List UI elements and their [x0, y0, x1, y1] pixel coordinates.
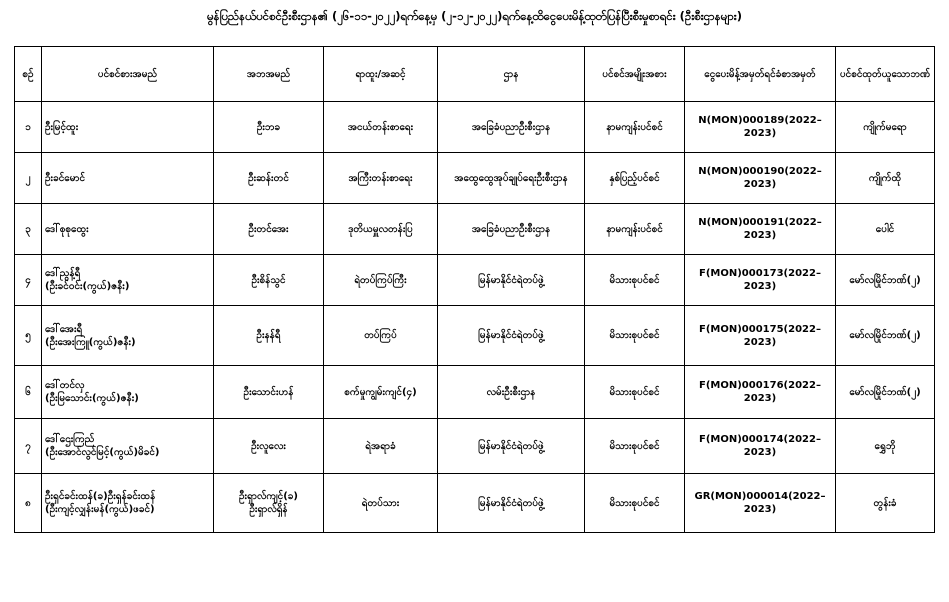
- cell-father: ဦးရှာလ်ကျင့်(ခ) ဦးရှာလ်ရှိန်: [214, 474, 324, 533]
- cell-name: ဒေါ်အေးရီ (ဦးအေးကြူ(ကွယ်)ဇနီး): [42, 306, 214, 366]
- cell-no: ၂: [15, 153, 42, 204]
- cell-name: ဦးရှင်ခင်းထန်(ခ)ဦးရှန်ခင်းထန် (ဦးကျင့်လျှန်းမန်(ကွယ်)ဖခင်): [42, 474, 214, 533]
- cell-type: မိသားစုပင်စင်: [585, 419, 685, 474]
- cell-father: ဦးနန်ရီ: [214, 306, 324, 366]
- table-row: [15, 474, 935, 533]
- cell-name: ဒေါ်တင်လှ (ဦးမြသောင်း(ကွယ်)ဇနီး): [42, 366, 214, 419]
- cell-order: GR(MON)000014(2022–2023): [685, 474, 836, 533]
- cell-no: ၆: [15, 366, 42, 419]
- table-row: [15, 366, 935, 419]
- document-title: မွန်ပြည်နယ်ပင်စင်ဦးစီးဌာန၏ (၂၆-၁၁-၂၀၂၂)ရက်နေ့မှ (၂-၁၂-၂၀၂၂)ရက်နေ့ထိငွေပေးမိန့်ထုတ်ပြန်ပြီးစီးမှုစာရင်း (ဦးစီးဌာနများ): [207, 9, 742, 23]
- cell-no: ၈: [15, 474, 42, 533]
- table-row: [15, 419, 935, 474]
- cell-bank: တွန်းခံ: [836, 474, 935, 533]
- cell-order: F(MON)000175(2022–2023): [685, 306, 836, 366]
- header-name: ပင်စင်စားအမည်: [42, 47, 214, 102]
- cell-type: မိသားစုပင်စင်: [585, 306, 685, 366]
- cell-type: မိသားစုပင်စင်: [585, 366, 685, 419]
- header-rank: ရာထူး/အဆင့်: [324, 47, 438, 102]
- cell-no: ၃: [15, 204, 42, 255]
- cell-father: ဦးလူလေး: [214, 419, 324, 474]
- cell-bank: မော်လမြိုင်ဘဏ်(၂): [836, 366, 935, 419]
- cell-father: ဦးတင်အေး: [214, 204, 324, 255]
- cell-name: ဒေါ်ညွန့်ရီ (ဦးခင်ဝင်း(ကွယ်)ဇနီး): [42, 255, 214, 306]
- header-bank: ပင်စင်ထုတ်ယူသောဘဏ်: [836, 47, 935, 102]
- table-row: [15, 255, 935, 306]
- cell-dept: အထွေထွေအုပ်ချုပ်ရေးဦးစီးဌာန: [438, 153, 585, 204]
- cell-order: F(MON)000173(2022–2023): [685, 255, 836, 306]
- cell-no: ၄: [15, 255, 42, 306]
- header-dept: ဌာန: [438, 47, 585, 102]
- cell-order: F(MON)000176(2022–2023): [685, 366, 836, 419]
- cell-no: ၇: [15, 419, 42, 474]
- cell-dept: မြန်မာနိုင်ငံရဲတပ်ဖွဲ့: [438, 306, 585, 366]
- cell-rank: တပ်ကြပ်: [324, 306, 438, 366]
- cell-no: ၅: [15, 306, 42, 366]
- table-row: [15, 153, 935, 204]
- cell-bank: ရွှေဘို: [836, 419, 935, 474]
- cell-no: ၁: [15, 102, 42, 153]
- table-row: [15, 306, 935, 366]
- cell-dept: လမ်းဦးစီးဌာန: [438, 366, 585, 419]
- cell-order: F(MON)000174(2022–2023): [685, 419, 836, 474]
- cell-father: ဦးဘခ: [214, 102, 324, 153]
- cell-name: ဒေါ်ဌေးကြည် (ဦးအောင်လွင်မြင့်(ကွယ်)မိခင်): [42, 419, 214, 474]
- table-header-row: [15, 47, 935, 102]
- cell-type: နှစ်ပြည့်ပင်စင်: [585, 153, 685, 204]
- header-type: ပင်စင်အမျိုးအစား: [585, 47, 685, 102]
- cell-bank: မော်လမြိုင်ဘဏ်(၂): [836, 306, 935, 366]
- cell-rank: ရဲအရာခံ: [324, 419, 438, 474]
- table-row: [15, 204, 935, 255]
- cell-dept: မြန်မာနိုင်ငံရဲတပ်ဖွဲ့: [438, 419, 585, 474]
- cell-type: မိသားစုပင်စင်: [585, 255, 685, 306]
- cell-rank: ရဲတပ်ကြပ်ကြီး: [324, 255, 438, 306]
- cell-name: ဒေါ်စုစုထွေး: [42, 204, 214, 255]
- cell-rank: အကြီးတန်းစာရေး: [324, 153, 438, 204]
- cell-bank: ကျိုက်မရော: [836, 102, 935, 153]
- header-no: စဉ်: [15, 47, 42, 102]
- cell-bank: ပေါင်: [836, 204, 935, 255]
- table-row: [15, 102, 935, 153]
- header-father: အဘအမည်: [214, 47, 324, 102]
- cell-type: နာမကျန်းပင်စင်: [585, 204, 685, 255]
- cell-father: ဦးဆန်းတင်: [214, 153, 324, 204]
- cell-father: ဦးစိန်သွင်: [214, 255, 324, 306]
- cell-order: N(MON)000191(2022–2023): [685, 204, 836, 255]
- cell-rank: ဒုတိယမှူလတန်းပြ: [324, 204, 438, 255]
- cell-dept: မြန်မာနိုင်ငံရဲတပ်ဖွဲ့: [438, 255, 585, 306]
- cell-bank: မော်လမြိုင်ဘဏ်(၂): [836, 255, 935, 306]
- cell-rank: ရဲတပ်သား: [324, 474, 438, 533]
- cell-name: ဦးခင်မောင်: [42, 153, 214, 204]
- cell-name: ဦးမြင့်ထူး: [42, 102, 214, 153]
- cell-order: N(MON)000190(2022–2023): [685, 153, 836, 204]
- cell-rank: အငယ်တန်းစာရေး: [324, 102, 438, 153]
- cell-type: မိသားစုပင်စင်: [585, 474, 685, 533]
- cell-dept: အခြေခံပညာဦးစီးဌာန: [438, 204, 585, 255]
- cell-rank: စက်မှုကျွမ်းကျင်(၄): [324, 366, 438, 419]
- cell-bank: ကျိုက်ထို: [836, 153, 935, 204]
- cell-father: ဦးသောင်းဟန်: [214, 366, 324, 419]
- cell-dept: မြန်မာနိုင်ငံရဲတပ်ဖွဲ့: [438, 474, 585, 533]
- header-order: ငွေပေးမိန့်အမှတ်ရင်ခံစာအမှတ်: [685, 47, 836, 102]
- cell-order: N(MON)000189(2022–2023): [685, 102, 836, 153]
- cell-dept: အခြေခံပညာဦးစီးဌာန: [438, 102, 585, 153]
- pension-table: [14, 46, 935, 533]
- cell-type: နာမကျန်းပင်စင်: [585, 102, 685, 153]
